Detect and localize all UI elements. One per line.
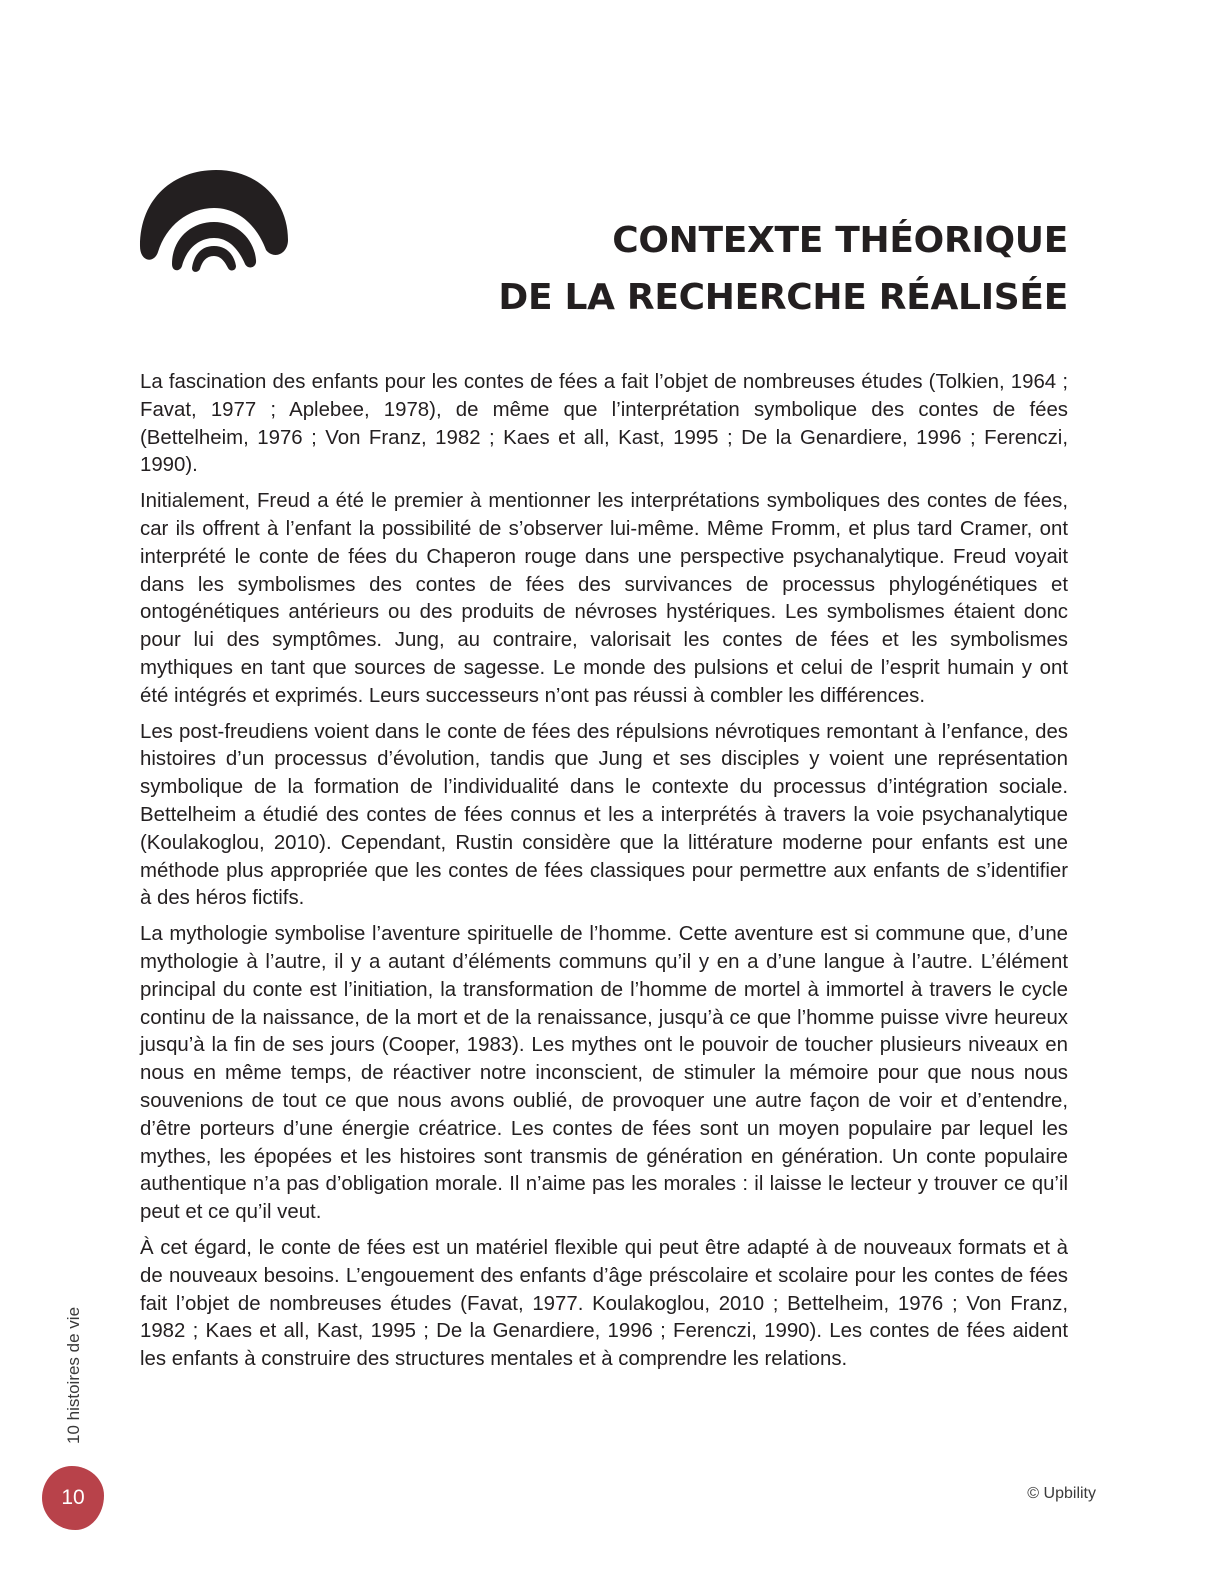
body-text bbox=[140, 369, 1068, 1382]
book-title-side-label: 10 histoires de vie bbox=[64, 1306, 83, 1444]
paragraph: La fascination des enfants pour les contes de fées a fait l’objet de nombreuses études (Tolkien, 1964 ; Favat, 1977 ; Aplebee, 1978), de même que l’interprétation symbolique des contes de fées (Bettelheim, 1976 ; Von Franz, 1982 ; Kaes et all, Kast, 1995 ; De la Genardiere, 1996 ; Ferenczi, 1990). bbox=[140, 371, 1068, 477]
paragraph: La mythologie symbolise l’aventure spirituelle de l’homme. Cette aventure est si commune que, d’une mythologie à l’autre, il y a autant d’éléments communs qu’il y en a d’une langue à l’autre. L’élément principal du conte est l’initiation, la transformation de l’homme de mortel à immortel à travers le cycle continu de la naissance, de la mort et de la renaissance, jusqu’à ce que l’homme puisse vivre heureux jusqu’à la fin de ses jours (Cooper, 1983). Les mythes ont le pouvoir de toucher plusieurs niveaux en nous en même temps, de réactiver notre inconscient, de stimuler la mémoire pour que nous nous souvenions de tout ce que nous avons oublié, de provoquer une autre façon de voir et d’entendre, d’être porteurs d’une énergie créatrice. Les contes de fées sont un moyen populaire par lequel les mythes, les épopées et les histoires sont transmis de génération en génération. Un conte populaire authentique n’a pas d’obligation morale. Il n’aime pas les morales : il laisse le lecteur y trouver ce qu’il peut et ce qu’il veut. bbox=[140, 923, 1068, 1224]
page-title bbox=[498, 212, 1068, 326]
page-title-line-1: CONTEXTE THÉORIQUE bbox=[612, 220, 1068, 261]
paragraph: Les post-freudiens voient dans le conte de fées des répulsions névrotiques remontant à l’enfance, des histoires d’un processus d’évolution, tandis que Jung et ses disciples y voient une représentation symbolique de la formation de l’individualité dans le contexte du processus d’intégration sociale. Bettelheim a étudié des contes de fées connus et les a interprétés à travers la voie psychanalytique (Koulakoglou, 2010). Cependant, Rustin considère que la littérature moderne pour enfants est une méthode plus appropriée que les contes de fées classiques pour permettre aux enfants de s’identifier à des héros fictifs. bbox=[140, 720, 1068, 910]
paragraph: À cet égard, le conte de fées est un matériel flexible qui peut être adapté à de nouveaux formats et à de nouveaux besoins. L’engouement des enfants d’âge préscolaire et scolaire pour les contes de fées fait l’objet de nombreuses études (Favat, 1977. Koulakoglou, 2010 ; Bettelheim, 1976 ; Von Franz, 1982 ; Kaes et all, Kast, 1995 ; De la Genardiere, 1996 ; Ferenczi, 1990). Les contes de fées aident les enfants à construire des structures mentales et à comprendre les relations. bbox=[140, 1236, 1068, 1371]
copyright-notice: © Upbility bbox=[1027, 1485, 1096, 1502]
page-number: 10 bbox=[61, 1486, 85, 1509]
paragraph: Initialement, Freud a été le premier à mentionner les interprétations symboliques des contes de fées, car ils offrent à l’enfant la possibilité de s’observer lui-même. Même Fromm, et plus tard Cramer, ont interprété le conte de fées du Chaperon rouge dans une perspective psychanalytique. Freud voyait dans les symbolismes des contes de fées des survivances de processus phylogénétiques et ontogénétiques antérieurs ou des produits de névroses hystériques. Les symbolismes étaient donc pour lui des symptômes. Jung, au contraire, valorisait les contes de fées et les symbolismes mythiques en tant que sources de sagesse. Le monde des pulsions et celui de l’esprit humain y ont été intégrés et exprimés. Leurs successeurs n’ont pas réussi à combler les différences. bbox=[140, 490, 1068, 707]
arch-logo-icon bbox=[138, 168, 290, 272]
page-number-badge bbox=[42, 1466, 104, 1530]
page-title-line-2: DE LA RECHERCHE RÉALISÉE bbox=[498, 277, 1068, 318]
